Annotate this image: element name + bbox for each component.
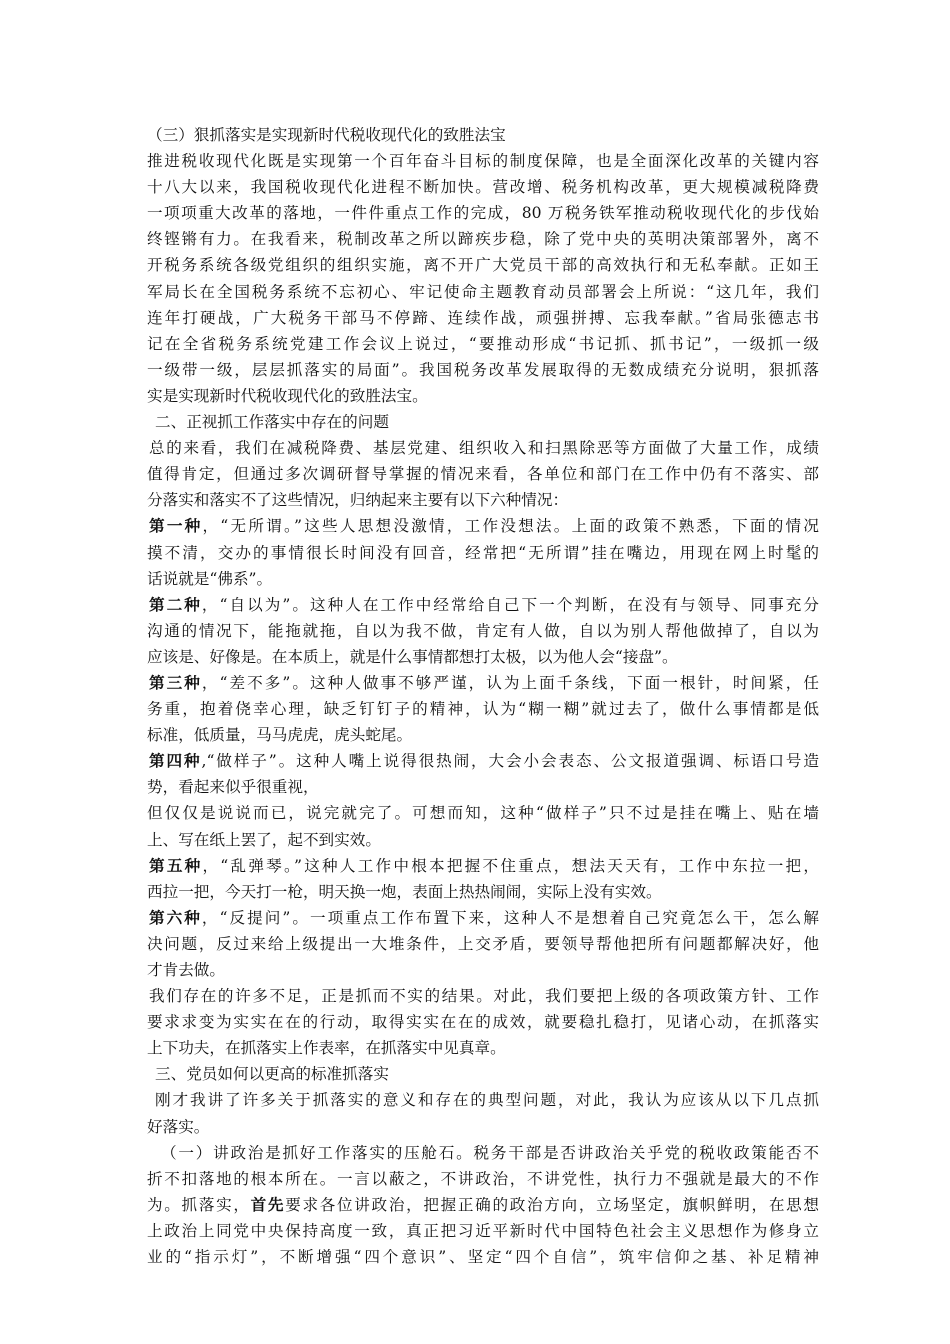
- paragraph-line: 上政治上同党中央保持高度一致，真正把习近平新时代中国特色社会主义思想作为修身立: [147, 1221, 819, 1240]
- paragraph-line: 务重，抱着侥幸心理，缺乏钉钉子的精神，认为“糊一糊”就过去了，做什么事情都是低: [147, 700, 819, 719]
- paragraph-line: 好落实。: [147, 1117, 210, 1136]
- paragraph-line: （一）讲政治是抓好工作落实的压舱石。税务干部是否讲政治关乎党的税收政策能否不: [161, 1143, 819, 1162]
- paragraph-line: 值得肯定，但通过多次调研督导掌握的情况来看，各单位和部门在工作中仍有不落实、部: [147, 465, 819, 484]
- paragraph-line: 要求求变为实实在在的行动，取得实实在在的成效，就要稳扎稳打，见诸心动，在抓落实: [147, 1013, 819, 1032]
- section-heading-3: （三）狠抓落实是实现新时代税收现代化的致胜法宝: [147, 126, 506, 144]
- paragraph-line-with-emphasis: 为。抓落实，首先要求各位讲政治，把握正确的政治方向，立场坚定，旗帜鲜明，在思想: [147, 1194, 819, 1214]
- paragraph-line: 西拉一把，今天打一枪，明天换一炮，表面上热热闹闹，实际上没有实效。: [147, 882, 662, 901]
- paragraph-line: 我们存在的许多不足，正是抓而不实的结果。对此，我们要把上级的各项政策方针、工作: [149, 987, 819, 1006]
- kind-2-line: 第二种，“自以为”。这种人在工作中经常给自己下一个判断，在没有与领导、同事充分: [149, 594, 819, 614]
- document-page: [147, 122, 819, 1270]
- kind-5-line: 第五种，“乱弹琴。”这种人工作中根本把握不住重点，想法天天有，工作中东拉一把，: [149, 855, 819, 875]
- paragraph-line: 才肯去做。: [147, 961, 225, 979]
- kind-6-label: 第六种: [149, 907, 202, 927]
- paragraph-line: 开税务系统各级党组织的组织实施，离不开广大党员干部的高效执行和无私奉献。正如王: [147, 256, 819, 275]
- kind-2-label: 第二种: [149, 594, 202, 614]
- kind-1-line: 第一种，“无所谓。”这些人思想没激情，工作没想法。上面的政策不熟悉，下面的情况: [149, 516, 819, 536]
- paragraph-line: 刚才我讲了许多关于抓落实的意义和存在的典型问题，对此，我认为应该从以下几点抓: [155, 1091, 819, 1110]
- paragraph-line: 记在全省税务系统党建工作会议上说过，“要推动形成“书记抓、抓书记”，一级抓一级: [147, 334, 819, 353]
- paragraph-line: 十八大以来，我国税收现代化进程不断加快。营改增、税务机构改革，更大规模减税降费: [147, 178, 819, 197]
- heading-2: 二、正视抓工作落实中存在的问题: [155, 413, 389, 432]
- paragraph-line: 决问题，反过来给上级提出一大堆条件，上交矛盾，要领导帮他把所有问题都解决好，他: [147, 934, 819, 953]
- paragraph-line: 军局长在全国税务系统不忘初心、牢记使命主题教育动员部署会上所说：“这几年，我们: [147, 282, 819, 301]
- paragraph-line: 上、写在纸上罢了，起不到实效。: [147, 830, 381, 849]
- paragraph-line: 一级带一级，层层抓落实的局面”。我国税务改革发展取得的无数成绩充分说明，狠抓落: [147, 360, 819, 379]
- paragraph-line: 分落实和落实不了这些情况，归纳起来主要有以下六种情况：: [147, 491, 569, 510]
- kind-3-line: 第三种，“差不多”。这种人做事不够严谨，认为上面千条线，下面一根针，时间紧，任: [149, 672, 819, 692]
- paragraph-line: 应该是、好像是。在本质上，就是什么事情都想打太极，以为他人会“接盘”。: [147, 647, 678, 666]
- paragraph-line: 终铿锵有力。在我看来，税制改革之所以蹄疾步稳，除了党中央的英明决策部署外，离不: [147, 230, 819, 249]
- paragraph-line: 话说就是“佛系”。: [147, 569, 273, 588]
- paragraph-line: 总的来看，我们在减税降费、基层党建、组织收入和扫黑除恶等方面做了大量工作，成绩: [149, 439, 819, 458]
- paragraph-line: 势，看起来似乎很重视，: [147, 778, 319, 797]
- paragraph-line: 折不扣落地的根本所在。一言以蔽之，不讲政治，不讲党性，执行力不强就是最大的不作: [147, 1169, 819, 1188]
- paragraph-line: 上下功夫，在抓落实上作表率，在抓落实中见真章。: [147, 1039, 506, 1058]
- kind-1-label: 第一种: [149, 516, 203, 536]
- kind-5-label: 第五种: [149, 855, 203, 875]
- kind-6-line: 第六种，“反提问”。一项重点工作布置下来，这种人不是想着自己究竟怎么干，怎么解: [149, 907, 819, 927]
- emphasis-first: 首先: [250, 1194, 286, 1214]
- paragraph-line: 标准，低质量，马马虎虎，虎头蛇尾。: [147, 726, 413, 745]
- paragraph-line: 一项项重大改革的落地，一件件重点工作的完成，80 万税务铁军推动税收现代化的步伐始: [147, 204, 819, 223]
- paragraph-line: 业的“指示灯”，不断增强“四个意识”、坚定“四个自信”，筑牢信仰之基、补足精神: [147, 1248, 819, 1267]
- paragraph-line: 推进税收现代化既是实现第一个百年奋斗目标的制度保障，也是全面深化改革的关键内容: [147, 152, 819, 171]
- paragraph-line: 沟通的情况下，能拖就拖，自以为我不做，肯定有人做，自以为别人帮他做掉了，自以为: [147, 621, 819, 640]
- kind-4-label: 第四种: [149, 751, 202, 771]
- kind-4-line: 第四种,“做样子”。这种人嘴上说得很热闹，大会小会表态、公文报道强调、标语口号造: [149, 751, 819, 771]
- paragraph-line: 但仅仅是说说而已，说完就完了。可想而知，这种“做样子”只不过是挂在嘴上、贴在墙: [147, 804, 819, 823]
- paragraph-line: 连年打硬战，广大税务干部马不停蹄、连续作战，顽强拼搏、忘我奉献。”省局张德志书: [147, 308, 819, 327]
- heading-3: 三、党员如何以更高的标准抓落实: [155, 1065, 389, 1084]
- paragraph-line: 实是实现新时代税收现代化的致胜法宝。: [147, 386, 428, 405]
- paragraph-line: 摸不清，交办的事情很长时间没有回音，经常把“无所谓”挂在嘴边，用现在网上时髦的: [147, 543, 819, 562]
- kind-3-label: 第三种: [149, 672, 202, 692]
